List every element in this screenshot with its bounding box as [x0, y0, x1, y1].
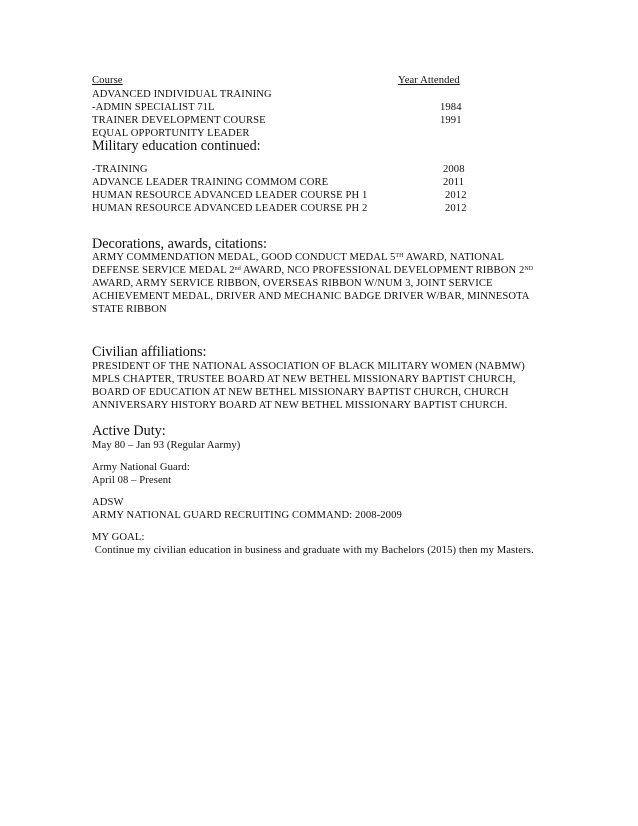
civilian-line-3: BOARD OF EDUCATION AT NEW BETHEL MISSIONARY BAPTIST CHURCH, CHURCH — [92, 387, 509, 398]
decorations-line-4: ACHIEVEMENT MEDAL, DRIVER AND MECHANIC BADGE DRIVER W/BAR, MINNESOTA — [92, 291, 530, 302]
mil-ed-year-2: 2011 — [443, 177, 465, 188]
decorations-line-1-sup: TH — [395, 253, 404, 259]
decorations-line-3: AWARD, ARMY SERVICE RIBBON, OVERSEAS RIBBON W/NUM 3, JOINT SERVICE — [92, 278, 493, 289]
mil-ed-row-2: ADVANCE LEADER TRAINING COMMOM CORE — [92, 177, 329, 188]
civilian-affiliations-heading: Civilian affiliations: — [92, 344, 207, 360]
adsw-detail: ARMY NATIONAL GUARD RECRUITING COMMAND: 2008-2009 — [92, 510, 402, 521]
decorations-line-1-b: AWARD, NATIONAL — [403, 252, 505, 263]
civilian-line-2: MPLS CHAPTER, TRUSTEE BOARD AT NEW BETHEL MISSIONARY BAPTIST CHURCH, — [92, 374, 516, 385]
goal-text: Continue my civilian education in business and graduate with my Bachelors (2015) then my Masters. — [92, 545, 534, 556]
course-row-1: ADVANCED INDIVIDUAL TRAINING — [92, 89, 272, 100]
mil-ed-row-4: HUMAN RESOURCE ADVANCED LEADER COURSE PH 2 — [92, 203, 368, 214]
decorations-line-2-sup-2: ND — [524, 266, 534, 272]
mil-ed-year-4: 2012 — [445, 203, 467, 214]
army-national-guard-label: Army National Guard: — [92, 462, 190, 473]
mil-ed-row-1: -TRAINING — [92, 164, 148, 175]
active-duty-dates: May 80 – Jan 93 (Regular Aarmy) — [92, 440, 241, 451]
year-attended-column-header: Year Attended — [398, 75, 460, 86]
decorations-line-2 — [92, 264, 533, 277]
course-row-3: TRAINER DEVELOPMENT COURSE — [92, 115, 266, 126]
mil-ed-year-3: 2012 — [445, 190, 467, 201]
course-row-4: EQUAL OPPORTUNITY LEADER — [92, 128, 250, 139]
course-year-2: 1984 — [440, 102, 462, 113]
course-row-2: -ADMIN SPECIALIST 71L — [92, 102, 215, 113]
decorations-line-2-sup-1: nd — [234, 266, 241, 272]
goal-label: MY GOAL: — [92, 532, 145, 543]
decorations-line-2-b: AWARD, NCO PROFESSIONAL DEVELOPMENT RIBBON 2 — [240, 265, 525, 276]
decorations-line-5: STATE RIBBON — [92, 304, 167, 315]
active-duty-heading: Active Duty: — [92, 423, 166, 439]
decorations-line-1-a: ARMY COMMENDATION MEDAL, GOOD CONDUCT MEDAL 5 — [92, 252, 396, 263]
decorations-heading: Decorations, awards, citations: — [92, 236, 267, 252]
civilian-line-1: PRESIDENT OF THE NATIONAL ASSOCIATION OF BLACK MILITARY WOMEN (NABMW) — [92, 361, 525, 372]
mil-ed-year-1: 2008 — [443, 164, 465, 175]
decorations-line-2-a: DEFENSE SERVICE MEDAL 2 — [92, 265, 235, 276]
army-national-guard-dates: April 08 – Present — [92, 475, 172, 486]
course-column-header: Course — [92, 75, 123, 86]
mil-ed-row-3: HUMAN RESOURCE ADVANCED LEADER COURSE PH 1 — [92, 190, 368, 201]
course-year-3: 1991 — [440, 115, 462, 126]
decorations-line-1 — [92, 251, 504, 264]
military-education-heading: Military education continued: — [92, 138, 261, 154]
civilian-line-4: ANNIVERSARY HISTORY BOARD AT NEW BETHEL MISSIONARY BAPTIST CHURCH. — [92, 400, 508, 411]
adsw-label: ADSW — [92, 497, 124, 508]
